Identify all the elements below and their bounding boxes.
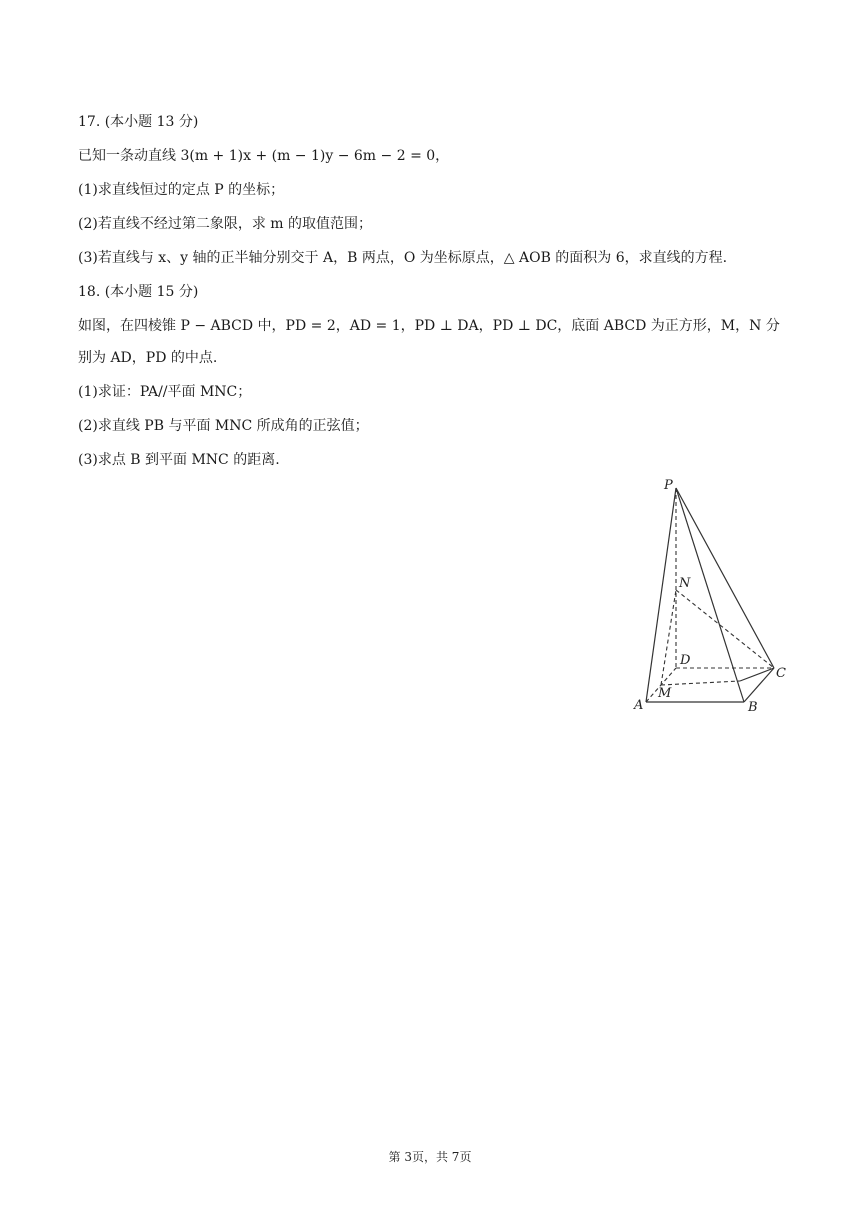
label-M: M [658, 686, 672, 701]
problem-17-stem: 已知一条动直线 3(m + 1)x + (m − 1)y − 6m − 2 = 0， [78, 148, 450, 164]
problem-18-header: 18. (本小题 15 分) [78, 284, 199, 300]
edge-PA [646, 488, 676, 702]
label-C: C [776, 666, 786, 681]
problem-18-stem-line-2: 别为 AD，PD 的中点. [78, 350, 218, 366]
label-A: A [634, 698, 644, 713]
edge-NC [676, 590, 774, 668]
pyramid-figure [628, 470, 798, 720]
edge-MC [661, 681, 740, 685]
label-N: N [679, 576, 691, 591]
problem-18-part-1: (1)求证：PA//平面 MNC； [78, 384, 252, 400]
label-D: D [680, 653, 691, 668]
label-B: B [748, 700, 758, 715]
label-P: P [664, 478, 673, 493]
problem-18-part-2: (2)求直线 PB 与平面 MNC 所成角的正弦值； [78, 418, 369, 434]
edge-MN [661, 590, 676, 685]
problem-17-header: 17. (本小题 13 分) [78, 114, 199, 130]
problem-18-part-3: (3)求点 B 到平面 MNC 的距离. [78, 452, 280, 468]
problem-17-part-3: (3)若直线与 x、y 轴的正半轴分别交于 A，B 两点，O 为坐标原点，△ AOB 的面积为 6，求直线的方程. [78, 250, 728, 266]
page-footer: 第 3页，共 7页 [388, 1150, 472, 1164]
problem-18-stem-line-1: 如图，在四棱锥 P − ABCD 中，PD = 2，AD = 1，PD ⊥ DA，PD ⊥ DC，底面 ABCD 为正方形，M，N 分 [78, 318, 780, 334]
problem-17-part-2: (2)若直线不经过第二象限，求 m 的取值范围； [78, 216, 373, 232]
problem-17-part-1: (1)求直线恒过的定点 P 的坐标； [78, 182, 285, 198]
